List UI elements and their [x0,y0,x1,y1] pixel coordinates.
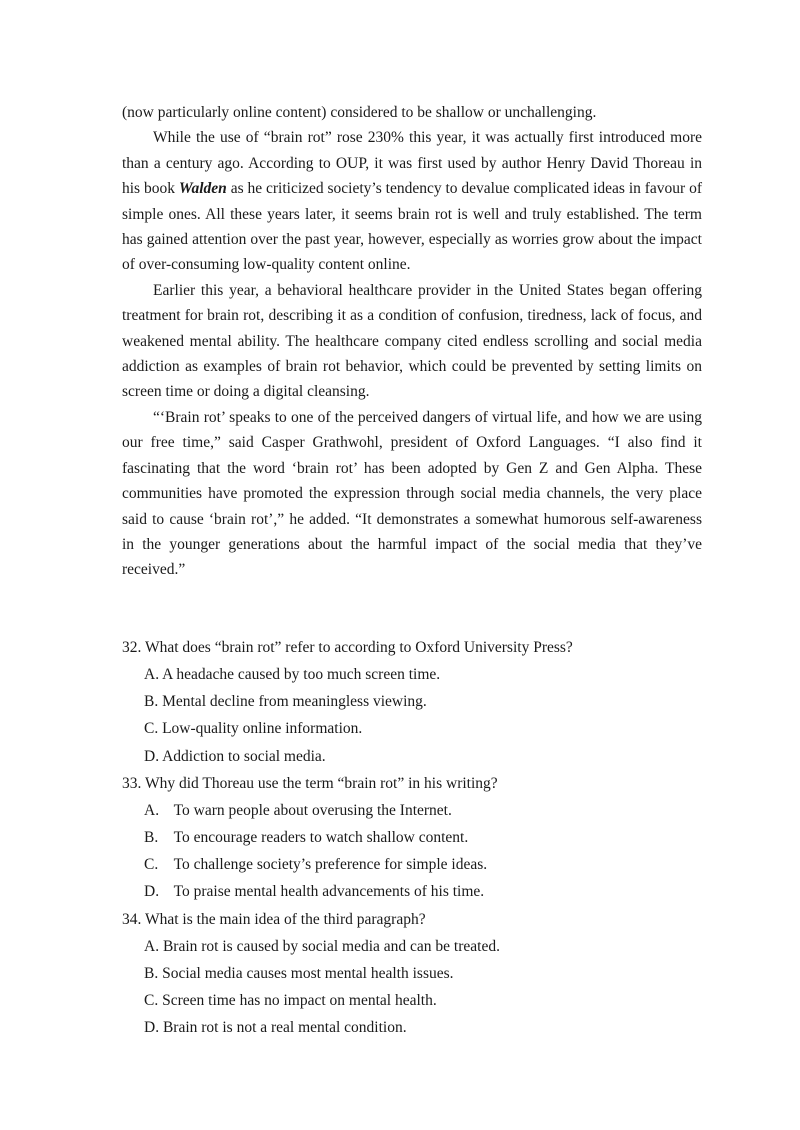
option-letter: C. [144,720,159,738]
question-number: 34. [122,910,142,928]
question-32 [122,634,702,770]
option-text: Social media causes most mental health issues. [162,964,454,982]
option-letter: B. [144,693,159,711]
passage-text: (now particularly online content) considered to be shallow or unchallenging. [122,104,597,121]
reading-passage [122,100,702,583]
option-c[interactable] [144,715,702,742]
book-title-walden: Walden [178,180,227,198]
option-c[interactable] [144,851,702,878]
option-a[interactable] [144,661,702,688]
question-stem [122,770,702,797]
option-b[interactable] [144,824,702,851]
option-letter: D. [144,883,160,901]
passage-paragraph-1 [122,100,702,125]
question-list [122,634,702,1041]
option-d[interactable] [144,878,702,905]
option-text: To encourage readers to watch shallow content. [173,829,469,847]
question-number: 32. [122,639,142,656]
passage-text: “‘Brain rot’ speaks to one of the perceived dangers of virtual life, and how we are using our free time,” said Casper Grathwohl, president of Oxford Languages. “I also find it fascinating that the word ‘brain rot’ has been adopted by Gen Z and Gen Alpha. These communities have promoted the expression through social media channels, the very place said to cause ‘brain rot’,” he added. “It demonstrates a somewhat humorous self-awareness in the younger generations about the harmful impact of the social media that they’ve received.” [122,408,702,579]
option-b[interactable] [144,688,702,715]
option-a[interactable] [144,797,702,824]
option-d[interactable] [144,743,702,770]
option-text: Mental decline from meaningless viewing. [162,693,427,711]
option-list [122,933,702,1042]
question-number: 33. [122,774,142,792]
question-33 [122,770,702,906]
option-text: To warn people about overusing the Internet. [173,801,452,819]
option-list [122,797,702,906]
option-letter: D. [144,1019,160,1037]
option-text: To praise mental health advancements of his time. [173,883,485,901]
passage-text: as he criticized society’s tendency to devalue complicated ideas in favour of simple ones. All these years later, it seems brain rot is well and truly established. The term has gained attention over the past year, however, especially as worries grow about the impact of over-consuming low-quality content online. [122,180,703,274]
passage-text: While the use of “brain rot” rose 230% this year, it was actually first introduced more than a century ago. According to OUP, it was first used by author Henry David Thoreau in his book [122,129,702,198]
option-letter: A. [144,666,160,683]
option-text: Brain rot is not a real mental condition. [162,1019,407,1037]
option-letter: B. [144,964,159,982]
option-text: To challenge society’s preference for simple ideas. [173,856,488,874]
question-text: Why did Thoreau use the term “brain rot” in his writing? [144,774,498,792]
option-letter: B. [144,829,159,847]
option-text: Addiction to social media. [162,747,326,765]
question-text: What is the main idea of the third paragraph? [144,910,426,928]
option-text: Low-quality online information. [162,720,363,738]
option-letter: C. [144,856,159,874]
option-d[interactable] [144,1014,702,1041]
option-letter: A. [144,937,160,955]
option-text: A headache caused by too much screen time. [162,666,441,683]
option-a[interactable] [144,933,702,960]
passage-paragraph-3 [122,278,702,405]
option-text: Screen time has no impact on mental health. [162,992,437,1010]
option-letter: A. [144,801,160,819]
option-c[interactable] [144,987,702,1014]
question-stem [122,906,702,933]
option-b[interactable] [144,960,702,987]
option-letter: D. [144,747,160,765]
passage-text: Earlier this year, a behavioral healthcare provider in the United States began offering treatment for brain rot, describing it as a condition of confusion, tiredness, lack of focus, and weakened mental ability. The healthcare company cited endless scrolling and social media addiction as examples of brain rot behavior, which could be prevented by setting limits on screen time or doing a digital cleansing. [122,281,702,401]
option-letter: C. [144,992,159,1010]
passage-paragraph-4 [122,405,702,583]
question-text: What does “brain rot” refer to according to Oxford University Press? [144,639,573,656]
option-text: Brain rot is caused by social media and can be treated. [162,937,500,955]
question-34 [122,906,702,1042]
passage-paragraph-2 [122,125,702,277]
option-list [122,661,702,770]
question-stem [122,634,702,661]
